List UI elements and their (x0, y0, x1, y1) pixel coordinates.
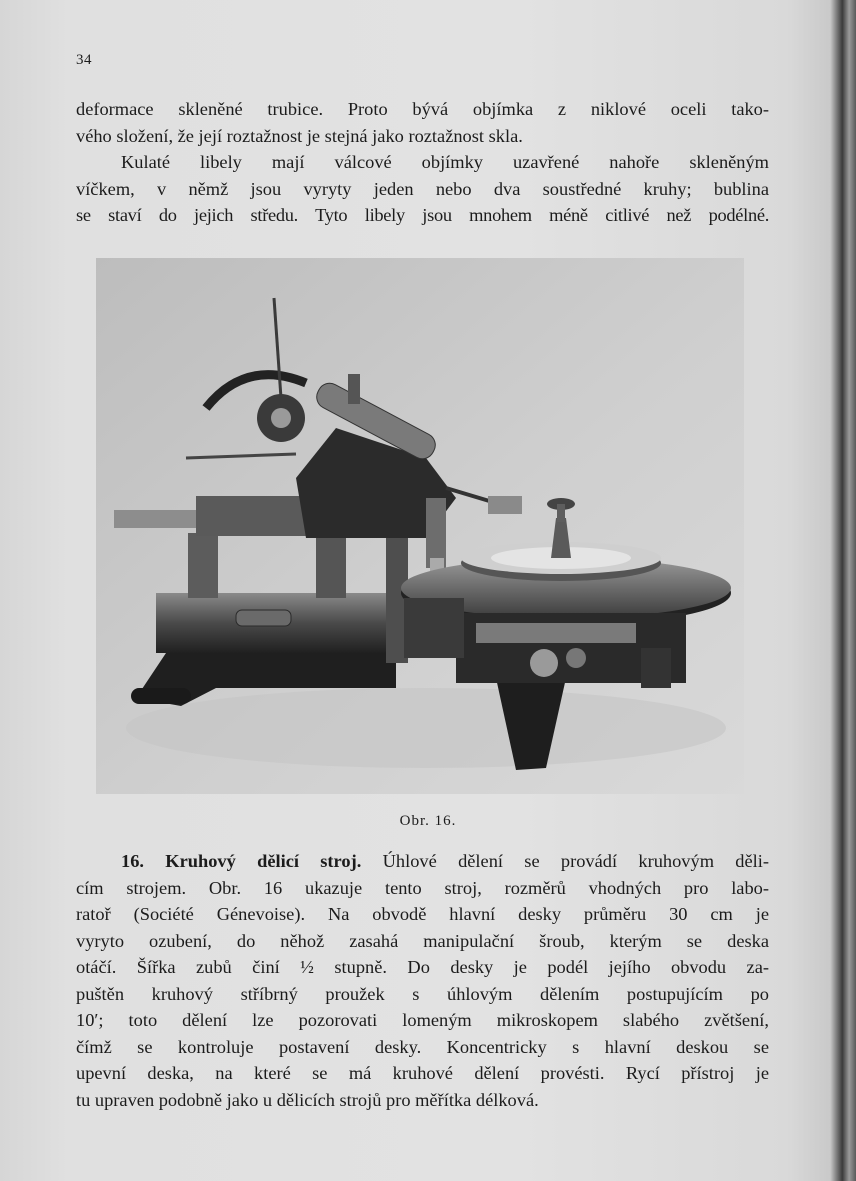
text-line: víčkem, v němž jsou vyryty jeden nebo dva soustředné kruhy; bublina (76, 178, 769, 199)
text-line: ratoř (Société Génevoise). Na obvodě hlavní desky průměru 30 cm je (76, 904, 769, 924)
text-line: deformace skleněné trubice. Proto bývá objímka z niklové oceli tako- (76, 99, 769, 119)
section-paragraph (76, 848, 769, 1113)
text-line: otáčí. Šířka zubů činí ½ stupně. Do desky je podél jejího obvodu za- (76, 957, 769, 977)
text-line: čímž se kontroluje postavení desky. Koncentricky s hlavní deskou se (76, 1036, 769, 1057)
text-line: vyryto ozubení, do něhož zasahá manipulační šroub, kterým se deska (76, 930, 769, 951)
text-line: tu upraven podobně jako u dělicích strojů pro měřítka délková. (76, 1089, 539, 1110)
section-heading-continuation: Úhlové dělení se provádí kruhovým děli- (382, 851, 769, 871)
text-line: upevní deska, na které se má kruhové dělení provésti. Rycí přístroj je (76, 1063, 769, 1083)
text-line: Kulaté libely mají válcové objímky uzavřené nahoře skleněným (121, 152, 769, 172)
text-line: vého složení, že její roztažnost je stejná jako roztažnost skla. (76, 125, 523, 146)
text-line: puštěn kruhový stříbrný proužek s úhlovým dělením postupujícím po (76, 983, 769, 1004)
text-line (76, 848, 769, 875)
text-line: se staví do jejich středu. Tyto libely jsou mnohem méně citlivé než podélné. (76, 205, 769, 225)
figure-photo-dividing-machine (96, 258, 744, 794)
text-line: cím strojem. Obr. 16 ukazuje tento stroj, rozměrů vhodných pro labo- (76, 877, 769, 898)
intro-paragraph (76, 96, 769, 149)
figure-caption: Obr. 16. (399, 813, 457, 829)
dividing-machine-illustration (96, 258, 744, 794)
text-line: 10′; toto dělení lze pozorovati lomeným mikroskopem slabého zvětšení, (76, 1010, 769, 1030)
page-number: 34 (76, 52, 92, 68)
second-paragraph (76, 149, 769, 229)
section-heading: 16. Kruhový dělicí stroj. (121, 851, 362, 871)
